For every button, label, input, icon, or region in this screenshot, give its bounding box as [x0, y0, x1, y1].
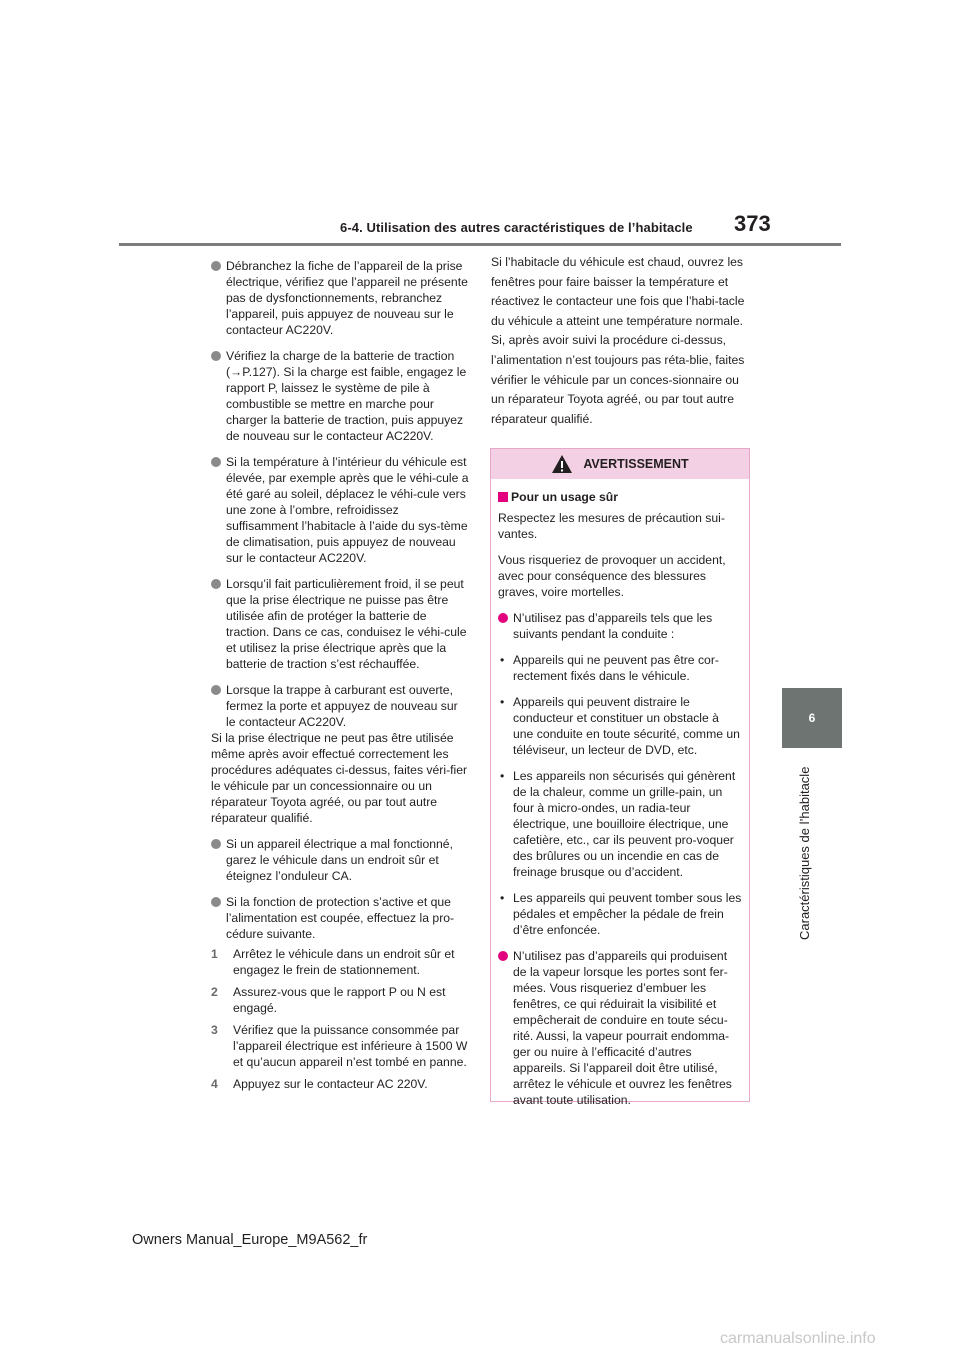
watermark: carmanualsonline.info — [720, 1330, 876, 1347]
list-item: Lorsqu’il fait particulièrement froid, il se peut que la prise électrique ne puisse pas être utilisée afin de protéger la batterie de traction. Dans ce cas, conduisez le véhi-cule et utilisez la prise électrique après que la batterie de traction s’est réchauffée. — [211, 576, 469, 672]
list-item: Vérifiez la charge de la batterie de traction (→P.127). Si la charge est faible, engagez le rapport P, laissez le système de pile à combustible se mettre en marche pour charger la batterie de traction, puis appuyez de nouveau sur le contacteur AC220V. — [211, 348, 469, 444]
paragraph: Vous risqueriez de provoquer un accident, avec pour conséquence des blessures graves, voire mortelles. — [498, 553, 726, 599]
right-column-paragraph: Si l’habitacle du véhicule est chaud, ouvrez les fenêtres pour faire baisser la température et réactivez le contacteur une fois que l’habi-tacle du véhicule a atteint une température normale. Si, après avoir suivi la procédure ci-dessus, l’alimentation n’est toujours pas réta-blie, faites vérifier le véhicule par un conces-sionnaire ou un réparateur Toyota agréé, ou par tout autre réparateur qualifié. — [491, 255, 745, 426]
header-divider — [119, 243, 841, 246]
step-number: 2 — [211, 985, 218, 999]
list-item: Débranchez la fiche de l’appareil de la prise électrique, vérifiez que l’appareil ne présente pas de dysfonctionnements, rebranchez l’appareil, puis appuyez de nouveau sur le contacteur AC220V. — [211, 258, 469, 338]
warning-subtitle-text: Pour un usage sûr — [511, 490, 618, 504]
section-title: 6-4. Utilisation des autres caractéristiques de l’habitacle — [340, 220, 693, 235]
footer-document-id: Owners Manual_Europe_M9A562_fr — [132, 1232, 368, 1248]
dash-text: Les appareils qui peuvent tomber sous les pédales et empêcher la pédale de frein d’être enfoncée. — [513, 891, 742, 937]
dash-text: Appareils qui ne peuvent pas être cor-rectement fixés dans le véhicule. — [513, 653, 719, 683]
step-number: 3 — [211, 1023, 218, 1037]
left-column — [211, 258, 469, 1098]
list-item: N’utilisez pas d’appareils tels que les suivants pendant la conduite : — [498, 610, 742, 642]
step-text: Assurez-vous que le rapport P ou N est engagé. — [233, 985, 446, 1015]
dash-text: Appareils qui peuvent distraire le conducteur et constituer un obstacle à une conduite en toute sécurité, comme un téléviseur, un lecteur de DVD, etc. — [513, 695, 740, 757]
step-item — [211, 1022, 469, 1070]
step-text: Appuyez sur le contacteur AC 220V. — [233, 1077, 428, 1091]
warning-body — [491, 479, 749, 1108]
dash-item — [498, 694, 742, 758]
warning-icon — [551, 454, 573, 474]
paragraph: Respectez les mesures de précaution sui-vantes. — [498, 511, 725, 541]
dash-text: Les appareils non sécurisés qui génèrent de la chaleur, comme un grille-pain, un four à micro-ondes, un radia-teur électrique, une bouilloire électrique, une cafetière, etc., car ils peuvent pro-voquer des brûlures ou un incendie en cas de freinage brusque ou d’accident. — [513, 769, 736, 879]
list-item: Lorsque la trappe à carburant est ouverte, fermez la porte et appuyez de nouveau sur le contacteur AC220V. — [211, 682, 469, 730]
dash-item — [498, 890, 742, 938]
step-number: 1 — [211, 947, 218, 961]
dash-marker: • — [500, 695, 505, 709]
dash-marker: • — [500, 891, 505, 905]
warning-title: AVERTISSEMENT — [583, 457, 689, 471]
step-text: Vérifiez que la puissance consommée par l’appareil électrique est inférieure à 1500 W et qu’aucun appareil n’est tombé en panne. — [233, 1023, 468, 1069]
list-item: Si la température à l’intérieur du véhicule est élevée, par exemple après que le véhi-cule a été garé au soleil, déplacez le véhi-cule vers une zone à l’ombre, refroidissez suffisamment l’habitacle à l’aide du sys-tème de climatisation, puis appuyez de nouveau sur le contacteur AC220V. — [211, 454, 469, 566]
list-item: Si un appareil électrique a mal fonctionné, garez le véhicule dans un endroit sûr et éteignez l’onduleur CA. — [211, 836, 469, 884]
dash-marker: • — [500, 769, 505, 783]
chapter-tab — [782, 688, 842, 748]
step-item — [211, 946, 469, 978]
step-item — [211, 984, 469, 1016]
step-item — [211, 1076, 469, 1092]
dash-item — [498, 768, 742, 880]
chapter-number: 6 — [808, 711, 816, 725]
warning-subtitle — [498, 489, 742, 505]
warning-header — [491, 449, 749, 479]
step-number: 4 — [211, 1077, 218, 1091]
dash-marker: • — [500, 653, 505, 667]
warning-box — [490, 448, 750, 1107]
paragraph: Si la prise électrique ne peut pas être utilisée même après avoir effectué correctement les procédures adéquates ci-dessus, faites véri-fier le véhicule par un concessionnaire ou un réparateur Toyota agréé, ou par tout autre réparateur qualifié. — [211, 731, 468, 825]
page-number: 373 — [734, 211, 771, 236]
square-bullet-icon — [498, 492, 508, 502]
dash-item — [498, 652, 742, 684]
step-text: Arrêtez le véhicule dans un endroit sûr et engagez le frein de stationnement. — [233, 947, 455, 977]
list-item: N’utilisez pas d’appareils qui produisent de la vapeur lorsque les portes sont fer-mées. Vous risqueriez d’embuer les fenêtres, ce qui réduirait la visibilité et empêcherait de conduire en toute sécu-rité. Aussi, la vapeur pourrait endomma-ger ou nuire à l’efficacité d’autres appareils. Si l’appareil doit être utilisé, arrêtez le véhicule et ouvrez les fenêtres avant toute utilisation. — [498, 948, 742, 1108]
list-item: Si la fonction de protection s’active et que l’alimentation est coupée, effectuez la pro-cédure suivante. — [211, 894, 469, 942]
chapter-label: Caractéristiques de l’habitacle — [797, 766, 812, 940]
